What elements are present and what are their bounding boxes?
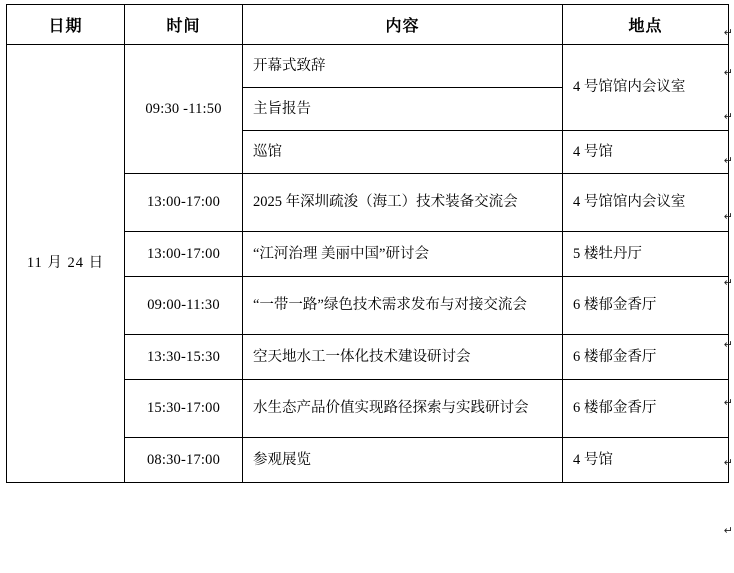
time-label: 09:30 -11:50 (145, 100, 222, 117)
column-header-date: 日期 (7, 5, 125, 45)
place-label: 6 楼郁金香厅 (573, 348, 657, 365)
content-cell (243, 174, 563, 232)
content-cell (243, 131, 563, 174)
paragraph-mark-icon: ↵ (723, 27, 733, 39)
time-cell (125, 335, 243, 380)
content-cell (243, 335, 563, 380)
column-header-time: 时间 (125, 5, 243, 45)
place-label: 6 楼郁金香厅 (573, 297, 657, 314)
content-label: 巡馆 (253, 143, 282, 160)
content-label: 开幕式致辞 (253, 57, 326, 74)
place-cell (563, 438, 729, 483)
place-label: 4 号馆 (573, 451, 613, 468)
time-label: 15:30-17:00 (146, 400, 221, 417)
place-label: 6 楼郁金香厅 (573, 400, 657, 417)
place-label: 4 号馆馆内会议室 (573, 79, 686, 96)
column-header-place: 地点 (563, 5, 729, 45)
table-row (7, 45, 729, 88)
schedule-table (6, 4, 729, 483)
time-cell (125, 277, 243, 335)
table-header (7, 5, 729, 45)
paragraph-mark-icon: ↵ (723, 155, 733, 167)
content-cell (243, 380, 563, 438)
paragraph-mark-icon: ↵ (723, 211, 733, 223)
place-cell (563, 131, 729, 174)
paragraph-mark-icon: ↵ (723, 525, 733, 537)
paragraph-mark-icon: ↵ (723, 67, 733, 79)
place-cell (563, 45, 729, 131)
column-header-content: 内容 (243, 5, 563, 45)
date-label: 11 月 24 日 (26, 255, 105, 272)
table-body (7, 45, 729, 483)
content-label: 2025 年深圳疏浚（海工）技术装备交流会 (253, 194, 518, 211)
time-label: 13:00-17:00 (146, 245, 221, 262)
time-cell (125, 174, 243, 232)
content-cell (243, 438, 563, 483)
place-cell (563, 232, 729, 277)
content-cell (243, 277, 563, 335)
time-cell (125, 438, 243, 483)
place-label: 4 号馆馆内会议室 (573, 194, 686, 211)
paragraph-mark-icon: ↵ (723, 111, 733, 123)
content-cell (243, 232, 563, 277)
time-cell (125, 45, 243, 174)
content-label: 参观展览 (253, 451, 311, 468)
place-cell (563, 335, 729, 380)
paragraph-mark-icon: ↵ (723, 457, 733, 469)
place-cell (563, 174, 729, 232)
time-label: 13:00-17:00 (146, 194, 221, 211)
place-label: 5 楼牡丹厅 (573, 245, 642, 262)
content-label: 空天地水工一体化技术建设研讨会 (253, 348, 471, 365)
place-label: 4 号馆 (573, 143, 613, 160)
content-label: “一带一路”绿色技术需求发布与对接交流会 (253, 297, 527, 314)
place-cell (563, 277, 729, 335)
time-cell (125, 380, 243, 438)
paragraph-mark-icon: ↵ (723, 339, 733, 351)
time-label: 09:00-11:30 (147, 297, 220, 314)
content-label: 主旨报告 (253, 100, 311, 117)
content-label: “江河治理 美丽中国”研讨会 (253, 245, 429, 262)
paragraph-mark-icon: ↵ (723, 277, 733, 289)
content-cell (243, 88, 563, 131)
paragraph-mark-icon: ↵ (723, 397, 733, 409)
content-cell (243, 45, 563, 88)
time-cell (125, 232, 243, 277)
date-cell (7, 45, 125, 483)
document-page (0, 4, 734, 573)
place-cell (563, 380, 729, 438)
time-label: 13:30-15:30 (146, 348, 221, 365)
table-header-row (7, 5, 729, 45)
time-label: 08:30-17:00 (146, 451, 221, 468)
content-label: 水生态产品价值实现路径探索与实践研讨会 (253, 400, 529, 417)
